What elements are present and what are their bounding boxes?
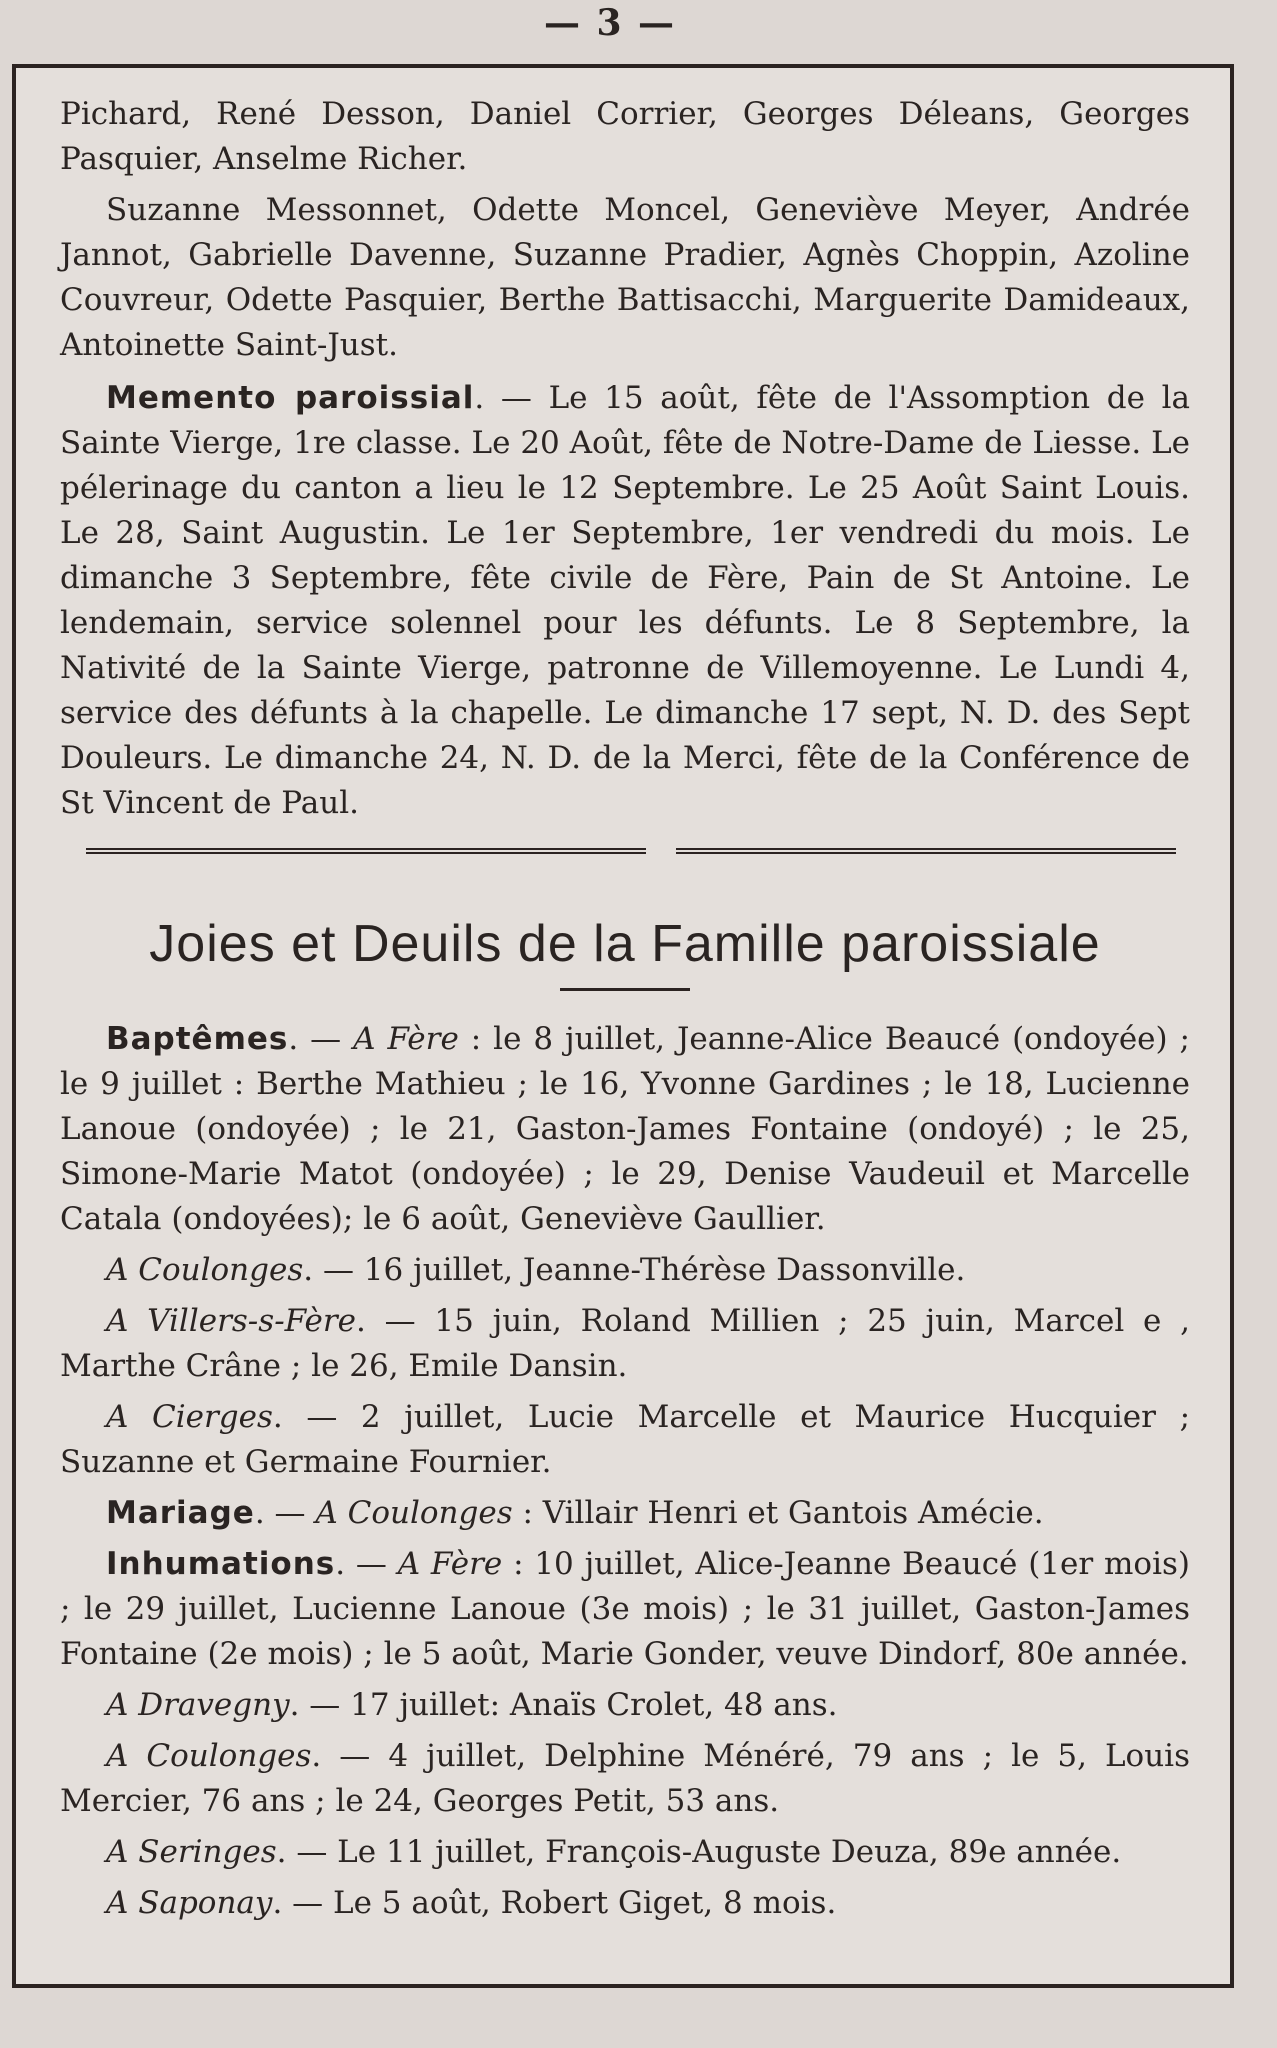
entry-text: . — 4 juillet, Delphine Ménéré, 79 ans ; le 5, Louis Mercier, 76 ans ; le 24, Georges Petit, 53 ans. [60,1738,1191,1819]
entry-text: . — 2 juillet, Lucie Marcelle et Maurice Hucquier ; Suzanne et Germaine Fournier. [60,1399,1191,1480]
inhumations-paragraph [60,1542,1190,1677]
bulletin-content [60,92,1190,1932]
entry-place: A Coulonges [106,1252,304,1288]
inhumations-entry [60,1734,1190,1824]
inhumations-text: : 10 juillet, Alice-Jeanne Beaucé (1er mois) ; le 29 juillet, Lucienne Lanoue (3e mois) ; le 31 juillet, Gaston-James Fontaine (2e mois) ; le 5 août, Marie Gonder, veuve Dindorf, 80e année. [60,1546,1190,1672]
baptemes-place: A Fère [353,1021,459,1057]
mariage-paragraph [60,1491,1190,1536]
section-title: Joies et Deuils de la Famille paroissiale [149,915,1101,973]
entry-place: A Coulonges [106,1738,312,1774]
entry-place: A Cierges [106,1399,273,1435]
bulletin-frame [12,64,1234,1988]
mariage-heading: Mariage [106,1495,255,1531]
entry-text: . — 17 juillet: Anaïs Crolet, 48 ans. [289,1687,838,1723]
inhumations-heading: Inhumations [106,1546,336,1582]
mariage-sep: . — [254,1495,316,1531]
inhumations-entry [60,1881,1190,1926]
baptemes-entry [60,1248,1190,1293]
page-number: — 3 — [543,2,677,44]
memento-heading: Memento paroissial [106,380,475,416]
baptemes-heading: Baptêmes [106,1021,289,1057]
baptemes-sep: . — [288,1021,354,1057]
names-paragraph-1: Pichard, René Desson, Daniel Corrier, Georges Déleans, Georges Pasquier, Anselme Richer. [60,96,1190,177]
short-rule-divider [560,988,690,991]
entry-place: A Dravegny [106,1687,290,1723]
baptemes-text: : le 8 juillet, Jeanne-Alice Beaucé (ondoyée) ; le 9 juillet : Berthe Mathieu ; le 16, Yvonne Gardines ; le 18, Lucienne Lanoue (ondoyée) ; le 21, Gaston-James Fontaine (ondoyé) ; le 25, Simone-Marie Matot (ondoyée) ; le 29, Denise Vaudeuil et Marcelle Catala (ondoyées); le 6 août, Geneviève Gaullier. [60,1021,1190,1237]
baptemes-entry [60,1395,1190,1485]
memento-text: . — Le 15 août, fête de l'Assomption de la Sainte Vierge, 1re classe. Le 20 Août, fête de Notre-Dame de Liesse. Le pélerinage du canton a lieu le 12 Septembre. Le 25 Août Saint Louis. Le 28, Saint Augustin. Le 1er Septembre, 1er vendredi du mois. Le dimanche 3 Septembre, fête civile de Fère, Pain de St Antoine. Le lendemain, service solennel pour les défunts. Le 8 Septembre, la Nativité de la Sainte Vierge, patronne de Villemoyenne. Le Lundi 4, service des défunts à la chapelle. Le dimanche 17 sept, N. D. des Sept Douleurs. Le dimanche 24, N. D. de la Merci, fête de la Conférence de St Vincent de Paul. [60,380,1190,821]
baptemes-paragraph [60,1017,1190,1242]
names-paragraph-2: Suzanne Messonnet, Odette Moncel, Geneviève Meyer, Andrée Jannot, Gabrielle Davenne, Suzanne Pradier, Agnès Choppin, Azoline Couvreur, Odette Pasquier, Berthe Battisacchi, Marguerite Damideaux, Antoinette Saint-Just. [60,192,1190,363]
entry-place: A Seringes [106,1834,277,1870]
inhumations-entry [60,1683,1190,1728]
entry-place: A Villers-s-Fère [106,1303,356,1339]
entry-text: . — Le 11 juillet, François-Auguste Deuza, 89e année. [276,1834,1122,1870]
entry-text: . — 16 juillet, Jeanne-Thérèse Dassonville. [303,1252,966,1288]
mariage-text: : Villair Henri et Gantois Amécie. [512,1495,1044,1531]
entry-place: A Saponay [106,1885,273,1921]
inhumations-place: A Fère [397,1546,503,1582]
memento-paragraph [60,376,1190,826]
inhumations-sep: . — [335,1546,398,1582]
entry-text: . — 15 juin, Roland Millien ; 25 juin, Marcel e , Marthe Crâne ; le 26, Emile Dansin. [60,1303,1190,1384]
mariage-place: A Coulonges [315,1495,513,1531]
double-rule-divider [86,848,1150,858]
entry-text: . — Le 5 août, Robert Giget, 8 mois. [272,1885,837,1921]
baptemes-entry [60,1299,1190,1389]
inhumations-entry [60,1830,1190,1875]
